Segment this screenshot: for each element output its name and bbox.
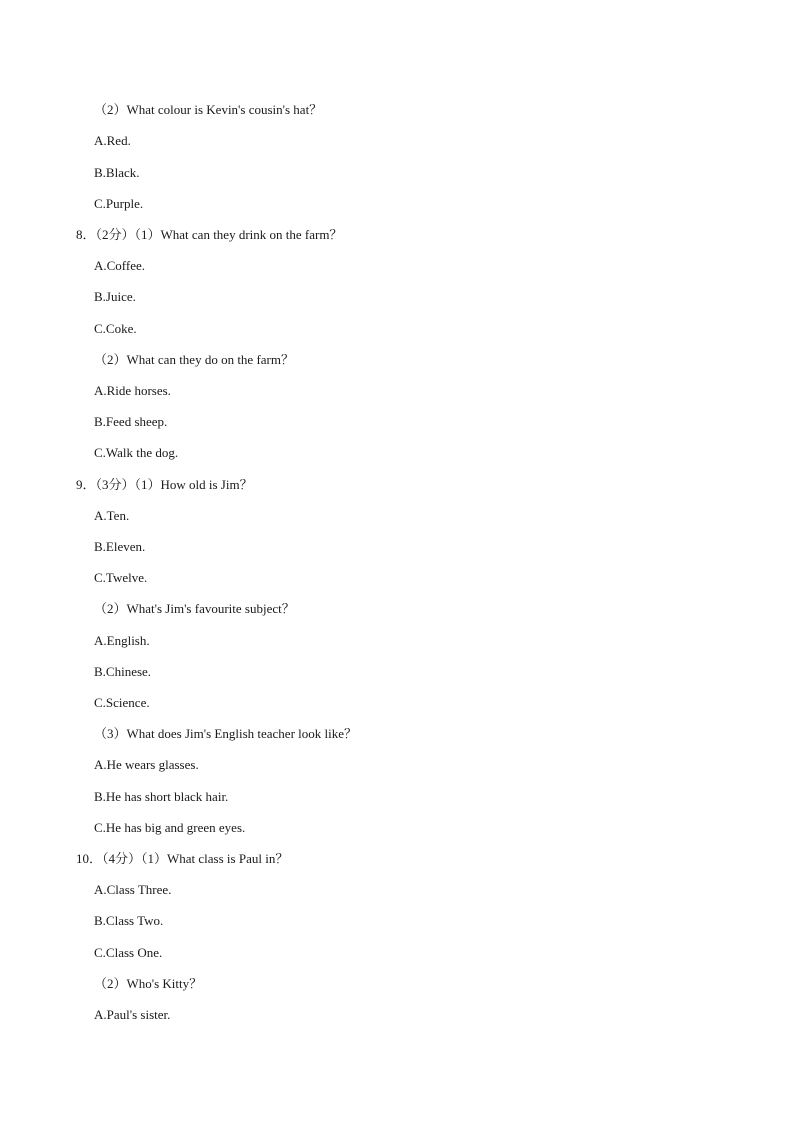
- option-7-2-c: C.Purple.: [94, 196, 144, 211]
- option-8-1-a: A.Coffee.: [94, 258, 146, 273]
- sub-question-10-2: （2）Who's Kitty？: [94, 976, 203, 991]
- option-8-1-c: C.Coke.: [94, 321, 137, 336]
- option-9-1-c: C.Twelve.: [94, 570, 148, 585]
- option-9-1-b: B.Eleven.: [94, 539, 146, 554]
- option-10-1-c: C.Class One.: [94, 945, 163, 960]
- sub-question-9-2: （2）What's Jim's favourite subject？: [94, 601, 295, 616]
- option-9-3-a: A.He wears glasses.: [94, 757, 199, 772]
- option-8-2-a: A.Ride horses.: [94, 383, 171, 398]
- sub-question-8-2: （2）What can they do on the farm？: [94, 352, 294, 367]
- option-10-1-a: A.Class Three.: [94, 882, 172, 897]
- option-8-1-b: B.Juice.: [94, 289, 136, 304]
- question-9-heading: 9．（3分）（1）How old is Jim？: [76, 477, 253, 492]
- option-9-2-b: B.Chinese.: [94, 664, 152, 679]
- option-10-1-b: B.Class Two.: [94, 913, 164, 928]
- option-10-2-a: A.Paul's sister.: [94, 1007, 171, 1022]
- option-9-3-c: C.He has big and green eyes.: [94, 820, 246, 835]
- option-9-2-c: C.Science.: [94, 695, 150, 710]
- option-7-2-a: A.Red.: [94, 133, 131, 148]
- option-8-2-c: C.Walk the dog.: [94, 445, 179, 460]
- option-8-2-b: B.Feed sheep.: [94, 414, 168, 429]
- option-9-2-a: A.English.: [94, 633, 150, 648]
- sub-question-9-3: （3）What does Jim's English teacher look like？: [94, 726, 358, 741]
- question-10-heading: 10．（4分）（1）What class is Paul in？: [76, 851, 289, 866]
- option-9-1-a: A.Ten.: [94, 508, 130, 523]
- option-9-3-b: B.He has short black hair.: [94, 789, 229, 804]
- question-8-heading: 8．（2分）（1）What can they drink on the farm？: [76, 227, 343, 242]
- option-7-2-b: B.Black.: [94, 165, 140, 180]
- sub-question-7-2: （2）What colour is Kevin's cousin's hat？: [94, 102, 323, 117]
